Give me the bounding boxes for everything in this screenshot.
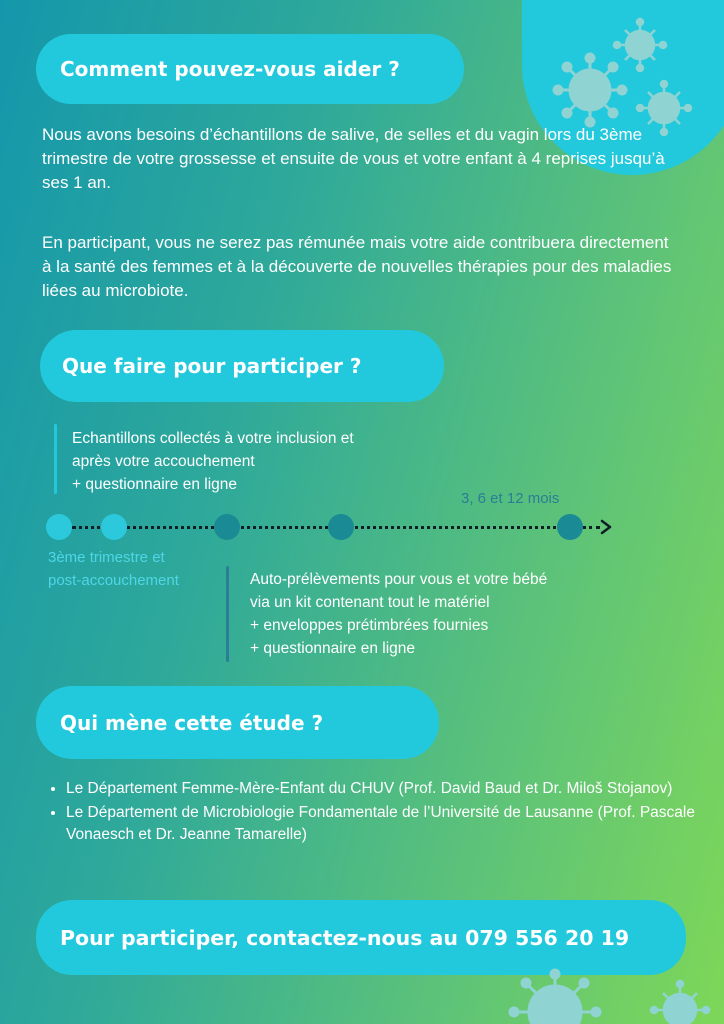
timeline-months-label: 3, 6 et 12 mois [461, 490, 560, 507]
list-item: • Le Département Femme-Mère-Enfant du CHUV (Prof. David Baud et Dr. Miloš Stojanov) [66, 778, 716, 800]
step2-bar [226, 566, 229, 662]
virus-icon [614, 19, 666, 71]
section-heading-aider-text: Comment pouvez-vous aider ? [60, 57, 400, 81]
timeline-dot [557, 514, 583, 540]
step2-line3: + enveloppes prétimbrées fournies [250, 617, 489, 634]
virus-icon [651, 981, 709, 1024]
timeline-trimester-label-line2: post-accouchement [48, 572, 179, 589]
section-heading-participer-text: Que faire pour participer ? [62, 354, 362, 378]
section-heading-etude [36, 686, 439, 759]
step1-line1: Echantillons collectés à votre inclusion et [72, 430, 354, 447]
contact-text: Pour participer, contactez-nous au 079 556 20 19 [60, 925, 630, 950]
step2-line1: Auto-prélèvements pour vous et votre bébé [250, 571, 548, 588]
section-heading-aider [36, 34, 464, 104]
virus-cluster-bottom [500, 962, 724, 1024]
step1-line2: après votre accouchement [72, 453, 255, 470]
virus-icon [554, 54, 626, 126]
timeline-dot [101, 514, 127, 540]
arrow-right-icon [598, 519, 614, 535]
timeline-dot [46, 514, 72, 540]
section-heading-etude-text: Qui mène cette étude ? [60, 710, 324, 735]
timeline-trimester-label-line1: 3ème trimestre et [48, 549, 165, 566]
step1-bar [54, 424, 57, 494]
step1-line3: + questionnaire en ligne [72, 476, 238, 493]
paragraph-participation: En participant, vous ne serez pas rémunée mais votre aide contribuera directement à la santé des femmes et à la découverte de nouvelles thérapies pour des maladies liées au microbiote. [42, 233, 672, 300]
timeline-dot [214, 514, 240, 540]
step2-line4: + questionnaire en ligne [250, 640, 416, 657]
list-item: • Le Département de Microbiologie Fondamentale de l’Université de Lausanne (Prof. Pascale Vonaesch et Dr. Jeanne Tamarelle) [66, 802, 716, 846]
step2-line2: via un kit contenant tout le matériel [250, 594, 490, 611]
organizers-list [42, 778, 716, 848]
virus-icon [510, 970, 600, 1024]
timeline-dot [328, 514, 354, 540]
section-heading-participer [40, 330, 444, 402]
paragraph-samples: Nous avons besoins d’échantillons de salive, de selles et du vagin lors du 3ème trimestre de votre grossesse et ensuite de vous et votre enfant à 4 reprises jusqu’à ses 1 an. [42, 125, 665, 192]
